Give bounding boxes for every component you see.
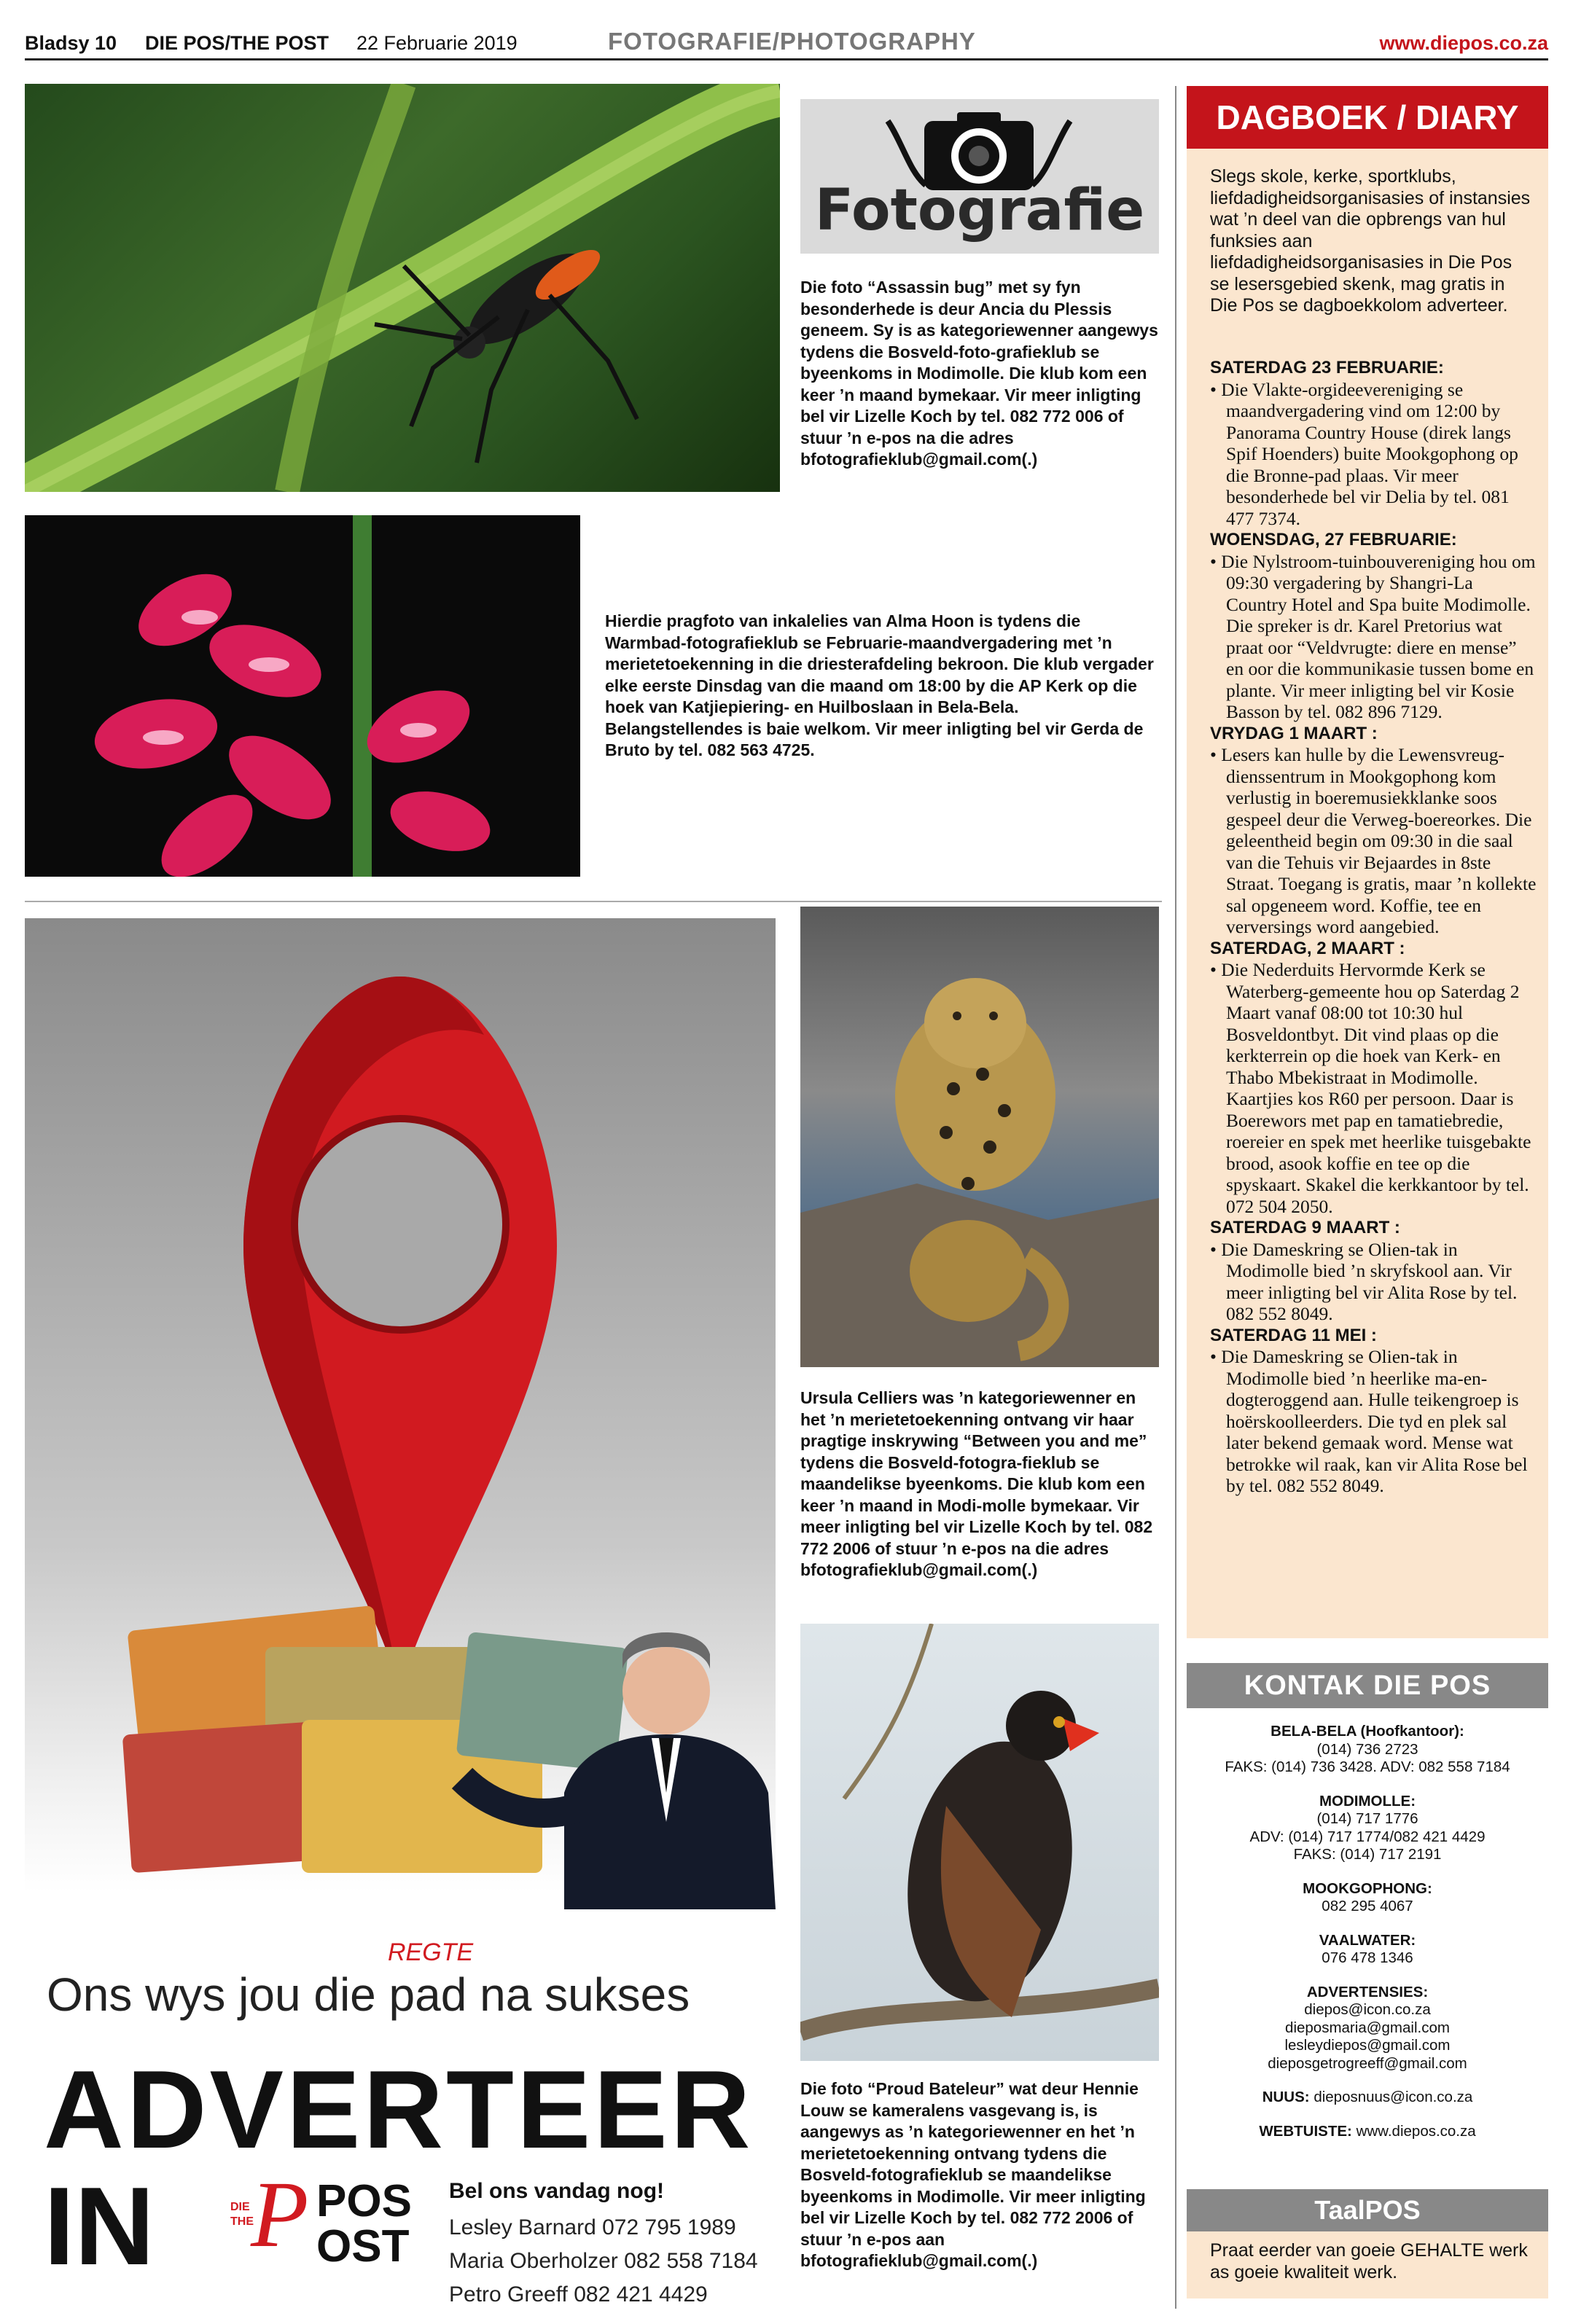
taalpos-text: Praat eerder van goeie GEHALTE werk as goeie kwaliteit werk. — [1210, 2240, 1528, 2282]
logo-p: P — [251, 2162, 309, 2267]
ad-call: Bel ons vandag nog! — [449, 2179, 665, 2203]
diary-title: DAGBOEK / DIARY — [1187, 86, 1548, 149]
ad-tagline — [47, 1938, 690, 2022]
diary-entries — [1210, 357, 1537, 1497]
bug-illustration — [25, 84, 780, 492]
contact-group — [1187, 1880, 1548, 1916]
eagle-caption: Die foto “Proud Bateleur” wat deur Hennie Louw se kameralens vasgevang is, is aangewys as ’n kategoriewenner en het ’n merietetoekenning ontvang tydens die Bosveld-fotografieklub se maandelikse byeenkoms in Modimolle. Vir meer inligting bel vir Lizelle Koch by tel. 082 772 2006 of stuur ’n e-pos aan bfotografieklub@gmail.com(.) — [800, 2079, 1146, 2270]
news-label: NUUS: — [1262, 2089, 1310, 2105]
diary-entry — [1210, 529, 1537, 723]
web-link[interactable]: www.diepos.co.za — [1356, 2122, 1476, 2140]
logo-text: Fotografie — [814, 178, 1145, 243]
diary-text: • Die Dameskring se Olien-tak in Modimolle bied ’n skryfskool aan. Vir meer inligting bel vir Alita Rose by tel. 082 552 8049. — [1210, 1238, 1518, 1324]
diary-date: SATERDAG, 2 MAART : — [1210, 938, 1405, 958]
bateleur-photo — [800, 1624, 1159, 2061]
diary-date: VRYDAG 1 MAART : — [1210, 723, 1378, 743]
section-divider — [25, 901, 1162, 902]
contact-list — [1187, 1723, 1548, 2140]
diary-text: • Lesers kan hulle by die Lewensvreug-dienssentrum in Mookgophong kom verlustig in boeremusiekklanke soos gespeel deur die Verweg-boereorkes. Die geleentheid begin om 09:30 in die saal van die Tehuis vir Bejaardes in 8ste Straat. Toegang is gratis, maar ’n kollekte sal opgeneem word. Koffie, tee en verversings word aangebied. — [1210, 744, 1537, 937]
diary-date: SATERDAG 9 MAART : — [1210, 1218, 1400, 1237]
contact-heading: VAALWATER: — [1319, 1931, 1416, 1949]
assassin-bug-photo — [25, 84, 780, 492]
bug-caption: Die foto “Assassin bug” met sy fyn besonderhede is deur Ancia du Plessis geneem. Sy is as kategoriewenner aangewys tydens die Bosveld-foto-grafieklub se byeenkoms in Modimolle. Die klub kom een keer ’n maand bymekaar. Vir meer inligting bel vir Lizelle Koch by tel. 082 772 006 of stuur ’n e-pos na die adres bfotografieklub@gmail.com(.) — [800, 278, 1158, 469]
contact-line: ADV: (014) 717 1774/082 421 4429 — [1249, 1828, 1486, 1845]
fotografie-logo — [800, 99, 1159, 254]
flower-illustration — [25, 515, 580, 877]
logo-die: DIE — [230, 2201, 250, 2213]
leopard-illustration — [800, 907, 1159, 1367]
section-title: FOTOGRAFIE/PHOTOGRAPHY — [608, 28, 976, 55]
diary-entry — [1210, 357, 1537, 529]
contact-heading: MOOKGOPHONG: — [1303, 1879, 1432, 1897]
contact-group — [1187, 1984, 1548, 2073]
tagline-start: Ons wys jou die — [47, 1968, 376, 2021]
contact-line: (014) 736 2723 — [1316, 1740, 1418, 1758]
diary-entry — [1210, 1325, 1537, 1497]
diary-entry — [1210, 938, 1537, 1218]
logo-the: THE — [230, 2215, 254, 2228]
web-label: WEBTUISTE: — [1259, 2122, 1352, 2140]
contact-news — [1187, 2089, 1548, 2107]
ad-contact-2: Maria Oberholzer 082 558 7184 — [449, 2249, 758, 2273]
ad-contact-1: Lesley Barnard 072 795 1989 — [449, 2215, 736, 2239]
website-link[interactable]: www.diepos.co.za — [1379, 32, 1548, 54]
issue-date: 22 Februarie 2019 — [356, 32, 518, 54]
diary-intro: Slegs skole, kerke, sportklubs, liefdadigheidsorganisasies of instansies wat ’n deel van die opbrengs van hul funksies aan liefdadigheidsorganisasies in Die Pos se lesersgebied skenk, mag gratis in Die Pos se dagboekkolom adverteer. — [1210, 166, 1531, 316]
contact-web — [1187, 2123, 1548, 2141]
ad-headline: ADVERTEER — [44, 2048, 754, 2172]
diary-text: • Die Vlakte-orgideevereniging se maandvergadering vind om 12:00 by Panorama Country House (direk langs Spif Hoenders) buite Mookgophong op die Bronne-pad plaas. Vir meer besonderhede bel vir Delia by tel. 081 477 7374. — [1210, 378, 1518, 529]
contact-heading: MODIMOLLE: — [1319, 1792, 1416, 1809]
diary-text: • Die Nylstroom-tuinbouvereniging hou om 09:30 vergadering by Shangri-La Country Hotel and Spa buite Modimolle. Die spreker is dr. Karel Pretorius wat praat oor “Veldvrugte: diere en mense” en oor die kommunikasie tussen bome en plante. Vir meer inligting bel vir Kosie Basson by tel. 082 896 7129. — [1210, 550, 1536, 722]
diary-date: SATERDAG 23 FEBRUARIE: — [1210, 358, 1444, 377]
diary-text: • Die Dameskring se Olien-tak in Modimolle bied ’n heerlike ma-en-dogteroggend aan. Hulle teikengroep is hoërskoolleerders. Die tyd en plek sal later bekend gemaak word. Mense wat betrokke wil raak, kan vir Alita Rose bel by tel. 082 552 8049. — [1210, 1346, 1528, 1496]
contact-line: FAKS: (014) 736 3428. ADV: 082 558 7184 — [1225, 1758, 1510, 1775]
publication-name: DIE POS/THE POST — [145, 32, 329, 54]
leopard-caption: Ursula Celliers was ’n kategoriewenner en het ’n merietetoekenning ontvang vir haar pragtige inskrywing “Between you and me” tydens die Bosveld-fotogra-fieklub se maandelikse byeenkoms. Die klub kom een keer ’n maand in Modi-molle bymekaar. Vir meer inligting bel vir Lizelle Koch by tel. 082 772 2006 of stuur ’n e-pos na die adres bfotografieklub@gmail.com(.) — [800, 1388, 1153, 1579]
diary-date: SATERDAG 11 MEI : — [1210, 1325, 1377, 1345]
contact-group — [1187, 1932, 1548, 1968]
ad-contact-3: Petro Greeff 082 421 4429 — [449, 2282, 708, 2307]
diary-date: WOENSDAG, 27 FEBRUARIE: — [1210, 530, 1457, 549]
contact-email[interactable]: dieposgetrogreeff@gmail.com — [1268, 2054, 1467, 2072]
contact-group — [1187, 1723, 1548, 1777]
contact-heading: BELA-BELA (Hoofkantoor): — [1270, 1723, 1464, 1740]
diary-entry — [1210, 1217, 1537, 1325]
contact-line: (014) 717 1776 — [1316, 1810, 1418, 1827]
diary-entry — [1210, 723, 1537, 938]
contact-group — [1187, 1793, 1548, 1864]
ad-headline-in: IN — [44, 2164, 155, 2288]
eagle-illustration — [800, 1624, 1159, 2061]
column-divider — [1175, 86, 1176, 2309]
leopard-photo — [800, 907, 1159, 1367]
page-number: Bladsy 10 — [25, 32, 117, 54]
taalpos-title: TaalPOS — [1187, 2189, 1548, 2231]
die-pos-logo — [222, 2162, 440, 2281]
contact-line: FAKS: (014) 717 2191 — [1293, 1846, 1442, 1863]
advert-banner[interactable] — [25, 918, 776, 2310]
tagline-insert: REGTE — [388, 1938, 474, 1966]
logo-pos: POS — [316, 2176, 412, 2226]
page-header — [25, 28, 1548, 61]
lilies-caption: Hierdie pragfoto van inkalelies van Alma Hoon is tydens die Warmbad-fotografieklub se Februarie-maandvergadering met ’n merietetoekenning in die driesterafdeling bekroon. Die klub vergader elke eerste Dinsdag van die maand om 18:00 by die AP Kerk op die hoek van Katjiepiering- en Huilboslaan in Bela-Bela. Belangstellendes is baie welkom. Vir meer inligting bel vir Gerda de Bruto by tel. 082 563 4725. — [605, 611, 1154, 759]
inkalelies-photo — [25, 515, 580, 877]
contact-email[interactable]: dieposmaria@gmail.com — [1285, 2019, 1450, 2036]
contact-line: 076 478 1346 — [1322, 1949, 1413, 1966]
header-rule — [25, 58, 1548, 60]
contact-email[interactable]: diepos@icon.co.za — [1304, 2001, 1431, 2018]
contact-heading: ADVERTENSIES: — [1306, 1983, 1429, 2000]
logo-post: OST — [316, 2221, 410, 2272]
contact-title: KONTAK DIE POS — [1187, 1663, 1548, 1708]
diary-text: • Die Nederduits Hervormde Kerk se Waterberg-gemeente hou op Saterdag 2 Maart vanaf 08:00 tot 10:30 hul Bosveldontbyt. Dit vind plaas op die kerkterrein op die hoek van Kerk- en Thabo Mbekistraat in Modimolle. Kaartjies kos R60 per persoon. Daar is Boerewors met pap en tamatiebredie, roereier en spek met heerlike tuisgebakte brood, asook koffie en tee op die spyskaart. Skakel die kerkkantoor by tel. 072 504 2050. — [1210, 959, 1531, 1217]
news-email[interactable]: dieposnuus@icon.co.za — [1314, 2089, 1473, 2105]
contact-email[interactable]: lesleydiepos@gmail.com — [1284, 2037, 1451, 2054]
tagline-end: pad na sukses — [389, 1968, 690, 2021]
contact-line: 082 295 4067 — [1322, 1898, 1413, 1914]
